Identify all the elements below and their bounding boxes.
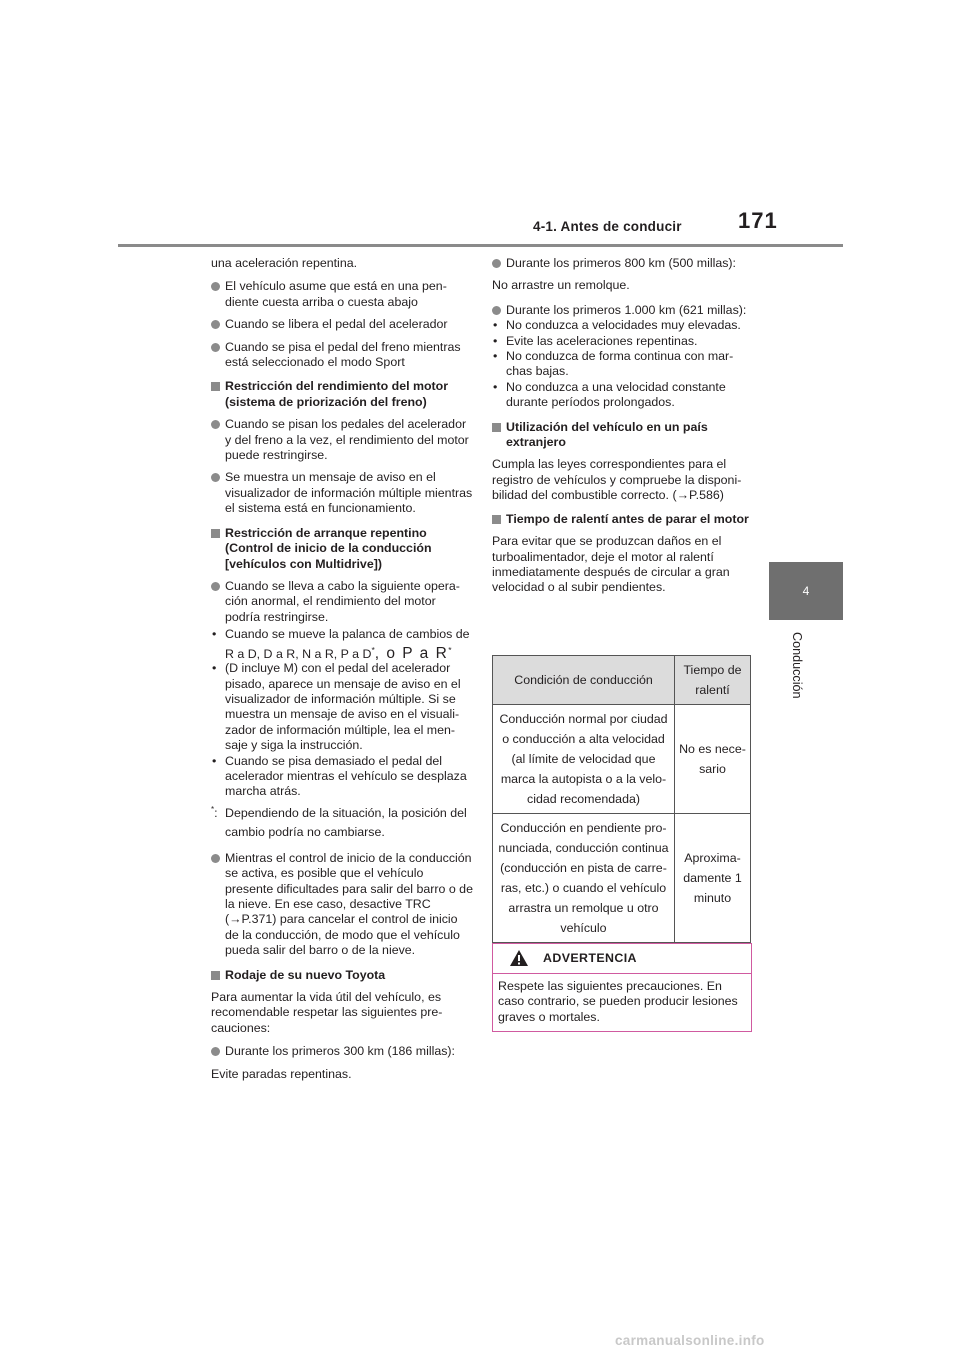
body-text: Para aumentar la vida útil del vehículo, es recomendable respetar las siguientes precauciones: [211,990,443,1035]
body-text: Cumpla las leyes correspondientes para el registro de vehículos y compruebe la disponibilidad del combustible correcto. (→P.586) [492,457,742,503]
list-item: • (D incluye M) con el pedal del acelerador pisado, aparece un mensaje de aviso en el visualizador de información múltiple. Si se muestra un mensaje de aviso en el visualizador de información múltiple, lea el mensaje y siga la instrucción. [211,661,473,753]
bullet-item: Cuando se lleva a cabo la siguiente operación anormal, el rendimiento del motor podría restringirse. [211,579,473,625]
list-item: • Cuando se pisa demasiado el pedal del acelerador mientras el vehículo se desplaza marcha atrás. [211,754,473,800]
section-heading: Tiempo de ralentí antes de parar el motor [492,512,754,527]
chapter-label-text: Conducción [790,632,804,699]
page-number: 171 [738,208,778,233]
table-row [493,705,751,814]
right-column [492,256,754,604]
list-item: • Cuando se mueve la palanca de cambios de R a D, D a R, N a R, P a D*, o P a R* [211,625,473,664]
left-column [211,256,473,1090]
bullet-item: Cuando se libera el pedal del acelerador [211,317,473,332]
bullet-item: Durante los primeros 1.000 km (621 millas): [492,303,754,318]
table-header-cell: Condición de conducción [493,656,675,705]
table-cell: Conducción en pendiente pronunciada, conducción continua (conducción en pista de carreras, etc.) o cuando el vehículo arrastra un remolque u otro vehículo [493,814,675,943]
bullet-item: Se muestra un mensaje de aviso en el visualizador de información múltiple mientras el sistema está en funcionamiento. [211,470,473,516]
body-text: No arrastre un remolque. [492,278,630,293]
bullet-item: Mientras el control de inicio de la conducción se activa, es posible que el vehículo presente dificultades para salir del barro o de la nieve. En ese caso, desactive TRC (→P.371) para cancelar el control de inicio de la conducción, de modo que el vehículo pueda salir del barro o de la nieve. [211,851,473,959]
section-heading: Utilización del vehículo en un país extranjero [492,420,754,451]
list-item: • No conduzca de forma continua con marchas bajas. [492,349,754,380]
section-heading: Restricción del rendimiento del motor (sistema de priorización del freno) [211,379,473,410]
footnote: *: Dependiendo de la situación, la posición del cambio podría no cambiarse. [211,804,467,839]
idle-time-table [492,655,751,943]
table-row [493,814,751,943]
precaution-list [492,318,754,410]
bullet-item: Cuando se pisan los pedales del acelerador y del freno a la vez, el rendimiento del motor puede restringirse. [211,417,473,463]
bullet-item: Durante los primeros 300 km (186 millas): [211,1044,473,1059]
list-item: • No conduzca a una velocidad constante durante períodos prolongados. [492,380,754,411]
section-heading: Rodaje de su nuevo Toyota [211,968,473,983]
list-item: • No conduzca a velocidades muy elevadas. [492,318,754,333]
list-item: • Evite las aceleraciones repentinas. [492,334,754,349]
bullet-item: El vehículo asume que está en una pendiente cuesta arriba o cuesta abajo [211,279,473,310]
header-rule [118,244,843,247]
table-cell: Conducción normal por ciudad o conducción a alta velocidad (al límite de velocidad que marca la autopista o a la velocidad recomendada) [493,705,675,814]
warning-header [493,944,751,974]
body-text: Evite paradas repentinas. [211,1066,352,1081]
body-text: Para evitar que se produzcan daños en el turboalimentador, deje el motor al ralentí inmediatamente después de circular a gran velocidad o al subir pendientes. [492,534,730,595]
bullet-item: Durante los primeros 800 km (500 millas): [492,256,754,271]
warning-title: ADVERTENCIA [543,951,637,965]
table-header-row [493,656,751,705]
watermark: carmanualsonline.info [615,1333,765,1348]
warning-triangle-icon [509,949,529,967]
warning-body: Respete las siguientes precauciones. En caso contrario, se pueden producir lesiones graves o mortales. [498,979,738,1024]
chapter-label [790,632,810,712]
table-header-cell: Tiempo de ralentí [675,656,751,705]
condition-list [211,625,473,800]
intro-text: una aceleración repentina. [211,256,358,270]
table-cell: No es necesario [675,705,751,814]
warning-box [492,943,752,1032]
bullet-item: Cuando se pisa el pedal del freno mientras está seleccionado el modo Sport [211,340,473,371]
section-heading: Restricción de arranque repentino (Control de inicio de la conducción [vehículos con Multidrive]) [211,526,473,572]
section-title: 4-1. Antes de conducir [533,219,682,234]
table-cell: Aproximadamente 1 minuto [675,814,751,943]
chapter-tab: 4 [769,562,843,620]
